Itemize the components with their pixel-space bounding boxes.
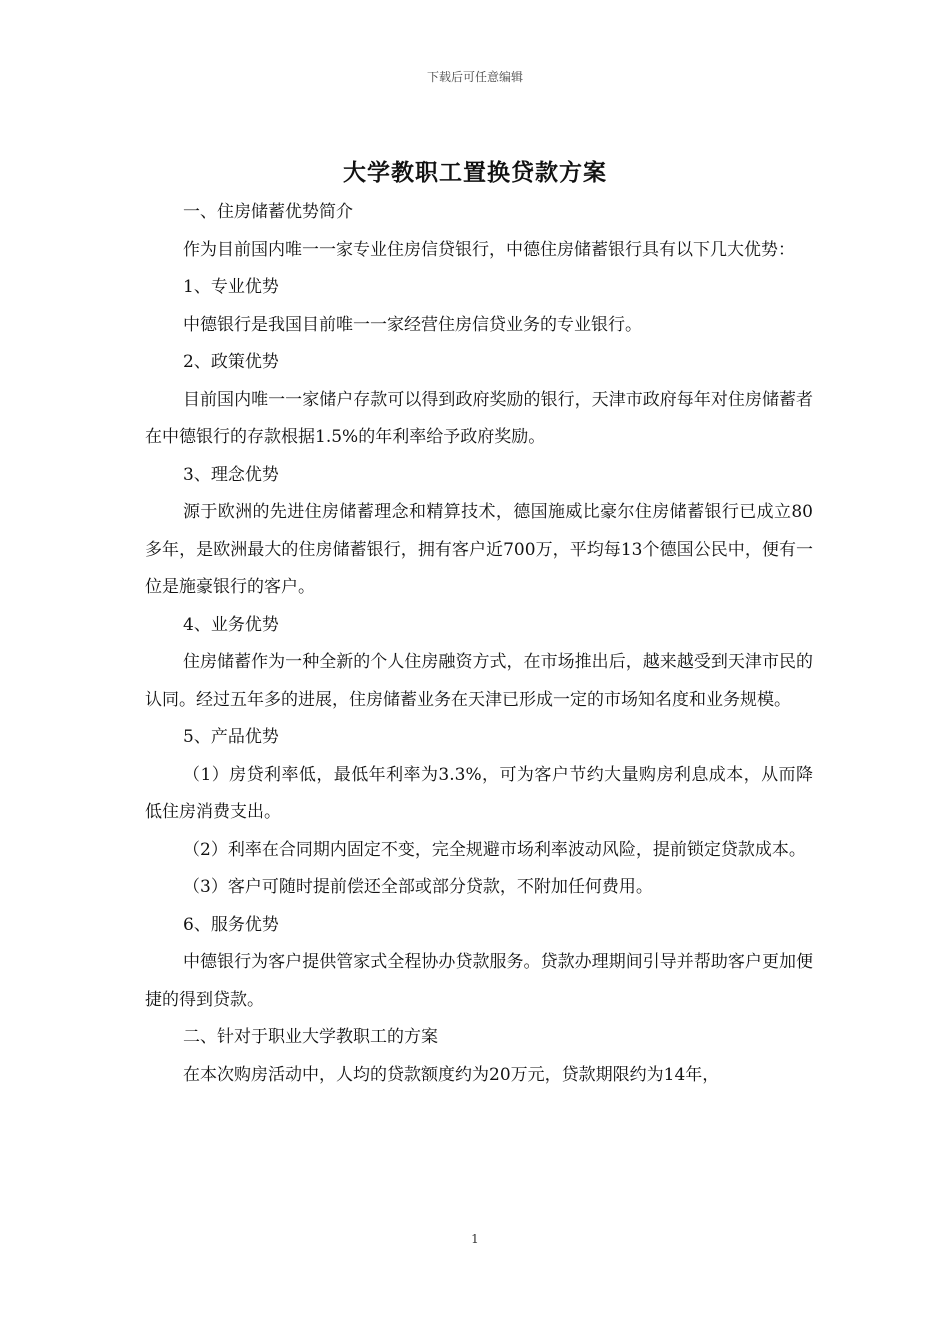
page-number: 1 [471, 1232, 479, 1246]
subheading-business: 4、业务优势 [183, 614, 279, 635]
paragraph-product-3: （3）客户可随时提前偿还全部或部分贷款，不附加任何费用。 [183, 877, 653, 897]
paragraph-professional: 中德银行是我国目前唯一一家经营住房信贷业务的专业银行。 [183, 314, 642, 335]
paragraph-plan: 在本次购房活动中，人均的贷款额度约为20万元，贷款期限约为14年， [183, 1064, 720, 1085]
paragraph-service: 中德银行为客户提供管家式全程协办贷款服务。贷款办理期间引导并帮助客户更加便捷的得到贷款。 [145, 952, 813, 1010]
paragraph-product-1: （1）房贷利率低，最低年利率为3.3%，可为客户节约大量购房利息成本，从而降低住房消费支出。 [145, 764, 813, 822]
paragraph-concept: 源于欧洲的先进住房储蓄理念和精算技术，德国施威比豪尔住房储蓄银行已成立80多年，是欧洲最大的住房储蓄银行，拥有客户近700万，平均每13个德国公民中，便有一位是施豪银行的客户。 [145, 502, 813, 597]
paragraph-intro: 作为目前国内唯一一家专业住房信贷银行，中德住房储蓄银行具有以下几大优势： [183, 239, 795, 260]
section-heading-plan: 二、针对于职业大学教职工的方案 [183, 1027, 438, 1047]
subheading-policy: 2、政策优势 [183, 352, 279, 372]
paragraph-product-2: （2）利率在合同期内固定不变，完全规避市场利率波动风险，提前锁定贷款成本。 [183, 839, 806, 860]
page-header-note: 下载后可任意编辑 [426, 70, 523, 84]
subheading-concept: 3、理念优势 [183, 464, 279, 485]
section-heading-intro: 一、住房储蓄优势简介 [183, 202, 353, 222]
subheading-service: 6、服务优势 [183, 914, 279, 935]
paragraph-policy: 目前国内唯一一家储户存款可以得到政府奖励的银行，天津市政府每年对住房储蓄者在中德银行的存款根据1.5%的年利率给予政府奖励。 [145, 389, 813, 447]
document-body [145, 194, 813, 1094]
document-title: 大学教职工置换贷款方案 [343, 160, 607, 186]
subheading-product: 5、产品优势 [183, 727, 279, 747]
subheading-professional: 1、专业优势 [183, 277, 279, 297]
paragraph-business: 住房储蓄作为一种全新的个人住房融资方式，在市场推出后，越来越受到天津市民的认同。经过五年多的进展，住房储蓄业务在天津已形成一定的市场知名度和业务规模。 [145, 652, 813, 710]
